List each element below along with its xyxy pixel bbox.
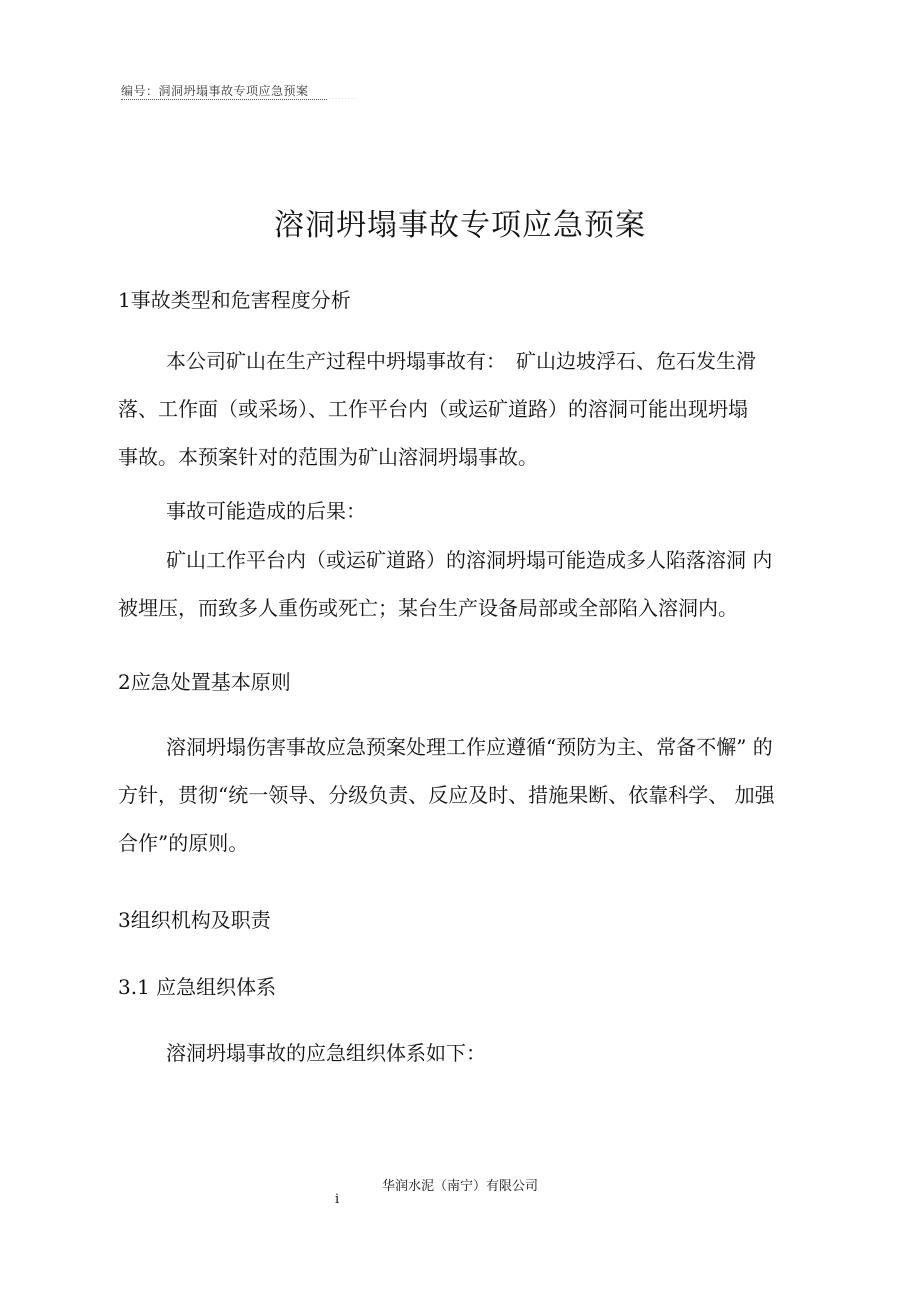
section-1-paragraph-2 — [118, 487, 818, 535]
document-title: 溶洞坍塌事故专项应急预案 — [274, 208, 646, 243]
section-3-1-paragraph-1 — [118, 1029, 818, 1077]
header-divider — [121, 99, 327, 100]
section-3-1-heading: 3.1 应急组织体系 — [118, 975, 277, 999]
header-mark: · · · · · · · · · — [329, 96, 357, 102]
section-3-heading: 3组织机构及职责 — [118, 908, 271, 932]
paragraph-line: 溶洞坍塌伤害事故应急预案处理工作应遵循“预防为主、常备不懈” 的 — [166, 735, 773, 759]
section-1-paragraph-1 — [118, 337, 818, 481]
document-code: 编号：洞洞坍塌事故专项应急预案 — [121, 84, 309, 98]
paragraph-line: 合作”的原则。 — [118, 831, 249, 855]
paragraph-line: 事故。本预案针对的范围为矿山溶洞坍塌事故。 — [118, 445, 538, 469]
paragraph-line: 溶洞坍塌事故的应急组织体系如下： — [166, 1041, 486, 1065]
paragraph-line: 落、工作面（或采场）、工作平台内（或运矿道路）的溶洞可能出现坍塌 — [118, 397, 748, 421]
paragraph-line: 本公司矿山在生产过程中坍塌事故有： 矿山边坡浮石、危石发生滑 — [166, 349, 756, 373]
paragraph-line: 方针，贯彻“统一领导、分级负责、反应及时、措施果断、依靠科学、 加强 — [118, 783, 775, 807]
page-number: i — [335, 1192, 340, 1207]
section-1-paragraph-3 — [118, 536, 818, 632]
section-1-heading: 1事故类型和危害程度分析 — [118, 288, 351, 312]
section-2-heading: 2应急处置基本原则 — [118, 670, 291, 694]
paragraph-line: 矿山工作平台内（或运矿道路）的溶洞坍塌可能造成多人陷落溶洞 内 — [166, 548, 773, 572]
footer-company: 华润水泥（南宁）有限公司 — [381, 1179, 538, 1194]
paragraph-line: 被埋压，而致多人重伤或死亡；某台生产设备局部或全部陷入溶洞内。 — [118, 596, 738, 620]
paragraph-line: 事故可能造成的后果： — [166, 499, 366, 523]
section-2-paragraph-1 — [118, 723, 818, 867]
